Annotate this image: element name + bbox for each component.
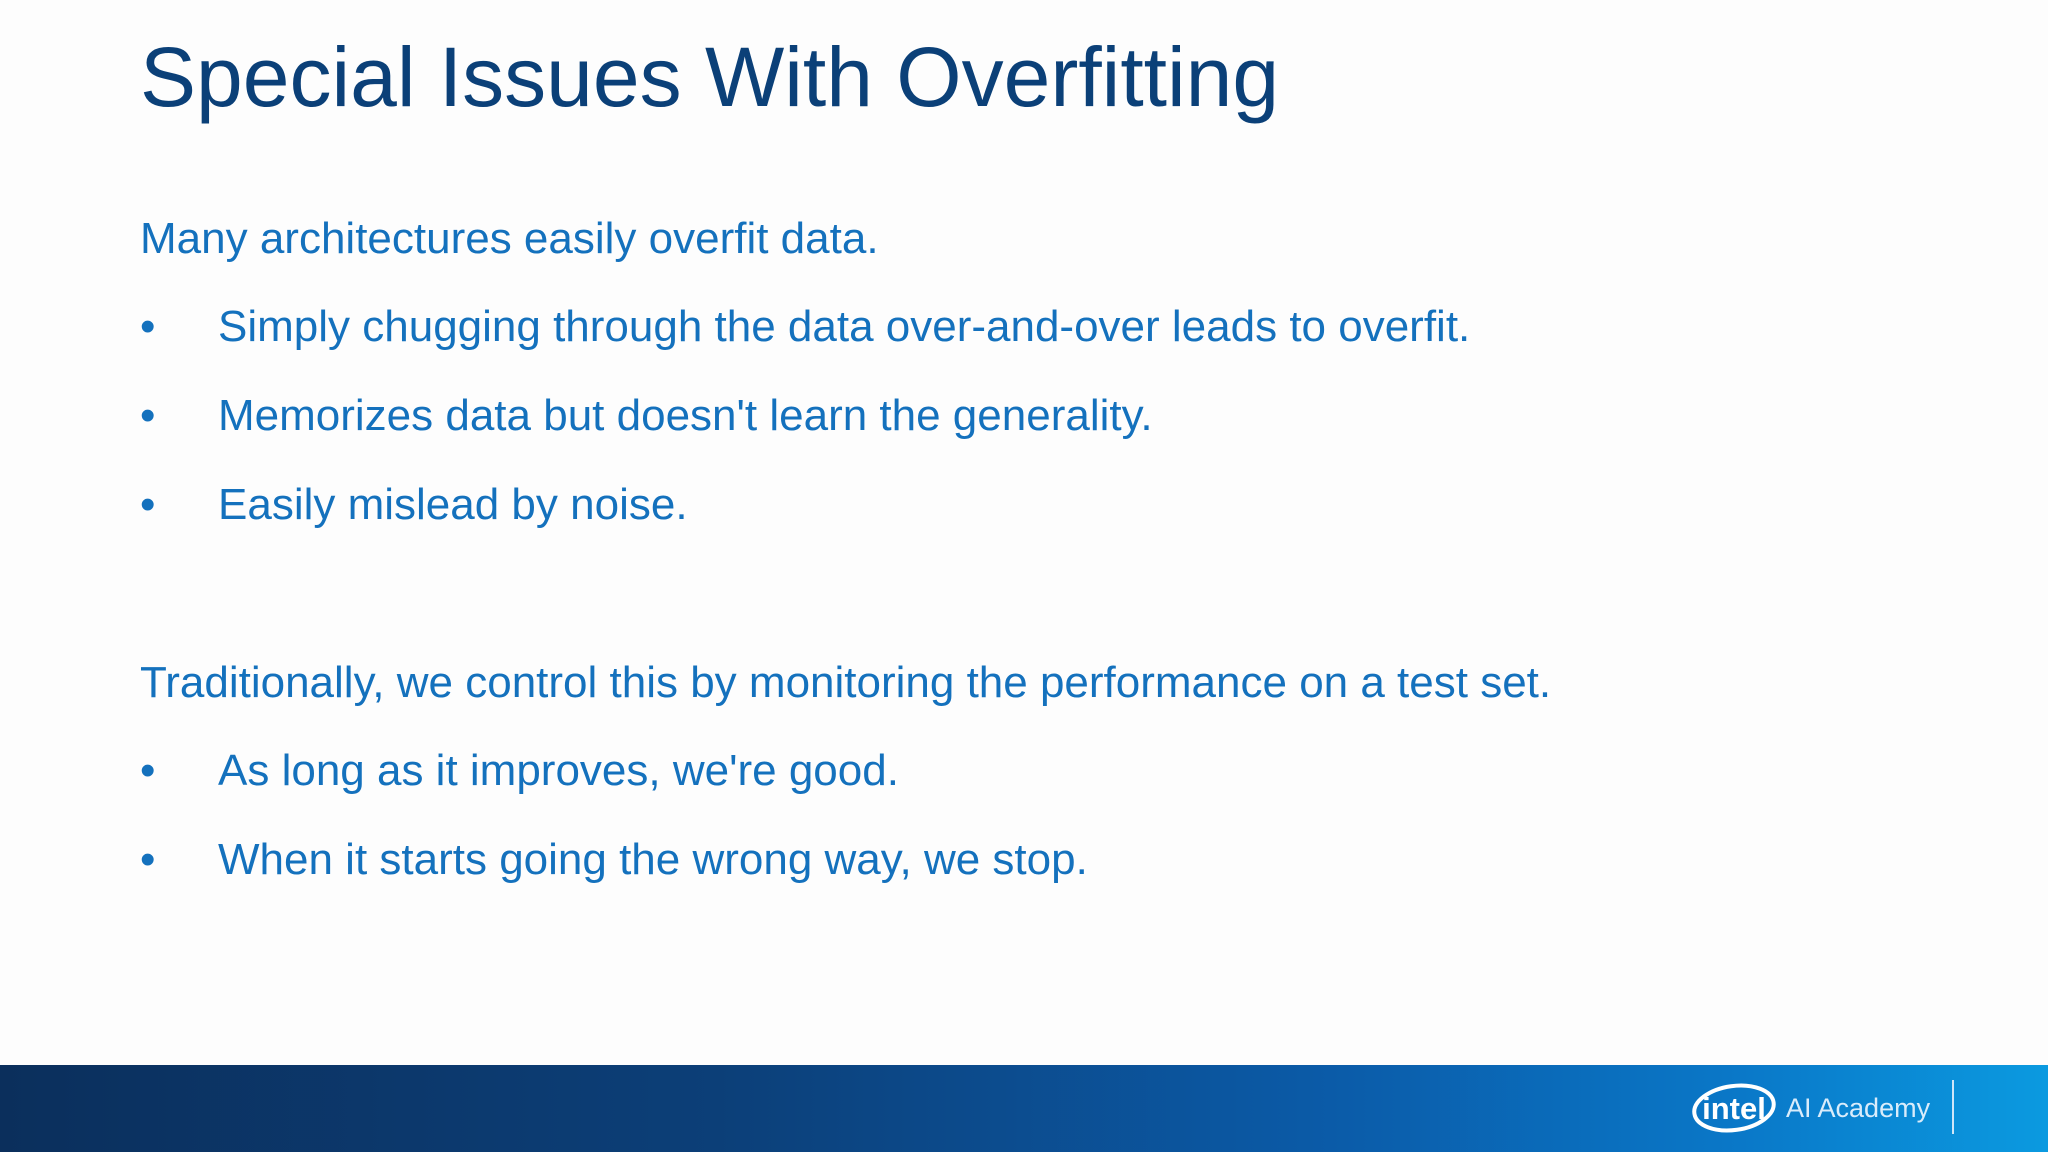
brand-lockup xyxy=(1690,1078,1930,1138)
intel-logo-icon xyxy=(1690,1078,1782,1138)
bullet-marker: • xyxy=(140,835,156,884)
brand-text: AI Academy xyxy=(1786,1092,1931,1123)
bullet-text: Simply chugging through the data over-and-over leads to overfit. xyxy=(218,302,1471,351)
bullet-marker: • xyxy=(140,746,156,795)
slide-title: Special Issues With Overfitting xyxy=(140,30,1280,124)
footer-divider xyxy=(1952,1080,1954,1134)
bullet-text: When it starts going the wrong way, we stop. xyxy=(218,835,1088,884)
bullet-marker: • xyxy=(140,302,156,351)
intel-logo-word: intel xyxy=(1702,1091,1766,1126)
bullet-text: Easily mislead by noise. xyxy=(218,480,688,529)
bullet-text: Memorizes data but doesn't learn the generality. xyxy=(218,391,1153,440)
bullet-marker: • xyxy=(140,480,156,529)
section-heading-overfit: Many architectures easily overfit data. xyxy=(140,214,879,263)
bullet-marker: • xyxy=(140,391,156,440)
section-heading-control: Traditionally, we control this by monitoring the performance on a test set. xyxy=(140,658,1552,707)
bullet-text: As long as it improves, we're good. xyxy=(218,746,899,795)
